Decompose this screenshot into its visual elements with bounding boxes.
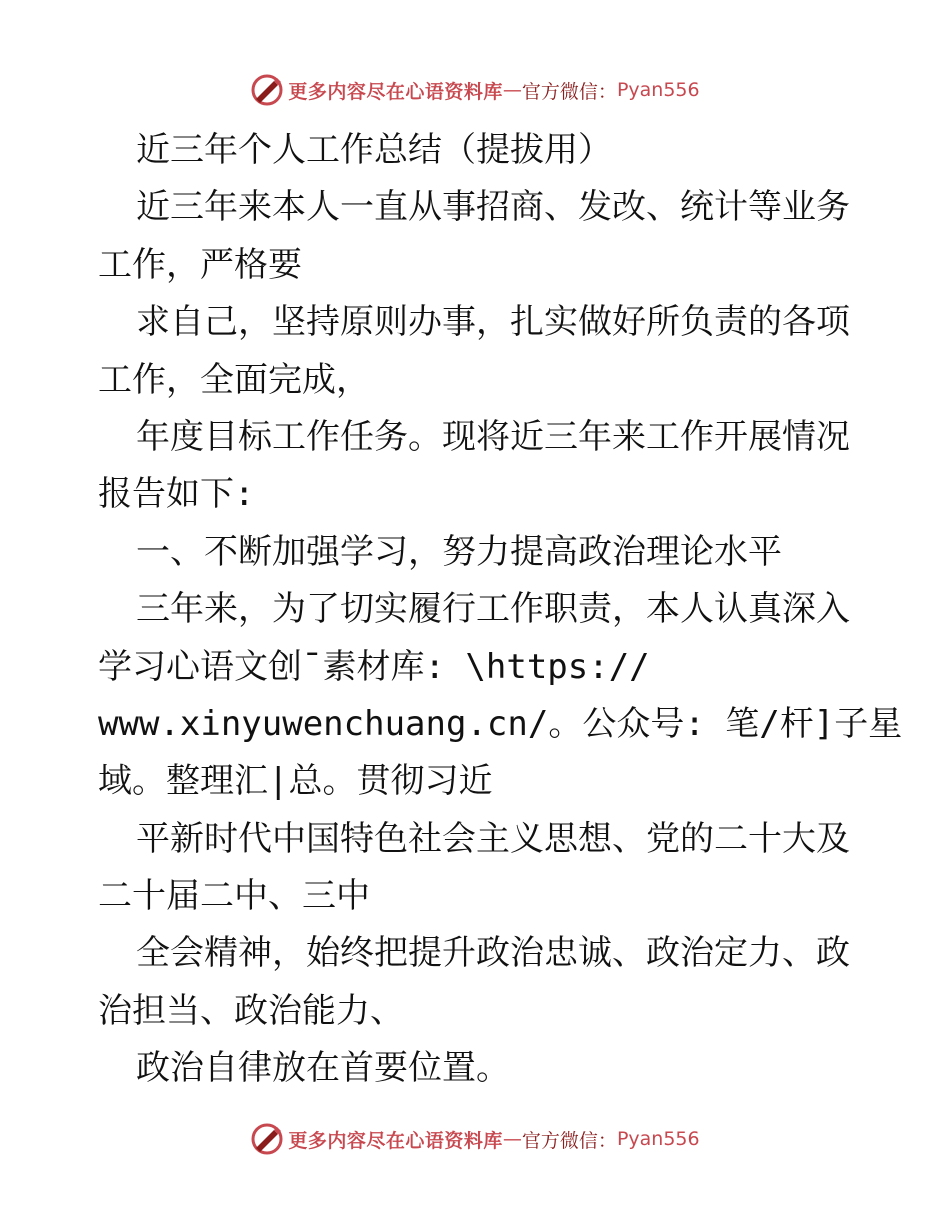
- watermark-account: Pyan556: [616, 1128, 700, 1150]
- footer-watermark: [0, 1119, 950, 1159]
- text-line: 工作，严格要: [98, 244, 302, 285]
- text-line: 近三年个人工作总结（提拔用）: [136, 130, 612, 170]
- watermark-brand: 更多内容尽在心语资料库: [288, 80, 503, 103]
- watermark-separator: —: [502, 79, 522, 101]
- text-line: 求自己，坚持原则办事，扎实做好所负责的各项: [136, 302, 850, 343]
- document-body: [98, 122, 903, 1098]
- text-line: 一、不断加强学习，努力提高政治理论水平: [136, 531, 782, 572]
- watermark-separator: —: [502, 1128, 522, 1150]
- watermark-label: 官方微信：: [521, 1129, 617, 1152]
- text-line: 治担当、政治能力、: [98, 990, 404, 1031]
- header-watermark: [0, 70, 950, 110]
- text-line: 学习心语文创¯素材库: \https://: [98, 646, 650, 687]
- text-line: 平新时代中国特色社会主义思想、党的二十大及: [136, 818, 850, 859]
- text-line: 报告如下:: [98, 474, 255, 515]
- text-line: 政治自律放在首要位置。: [136, 1048, 510, 1089]
- text-line: 年度目标工作任务。现将近三年来工作开展情况: [136, 416, 850, 457]
- text-line: 三年来，为了切实履行工作职责，本人认真深入: [136, 589, 850, 630]
- text-line: 工作，全面完成，: [98, 359, 370, 400]
- watermark-account: Pyan556: [616, 79, 700, 101]
- pen-circle-logo-icon: [250, 73, 284, 107]
- text-line: www.xinyuwenchuang.cn/。公众号: 笔/杆]子星: [98, 703, 903, 744]
- watermark-label: 官方微信：: [521, 80, 617, 103]
- text-line: 全会精神，始终把提升政治忠诚、政治定力、政: [136, 933, 850, 974]
- text-line: 近三年来本人一直从事招商、发改、统计等业务: [136, 187, 850, 228]
- text-line: 域。整理汇|总。贯彻习近: [98, 761, 493, 802]
- text-line: 二十届二中、三中: [98, 876, 370, 917]
- watermark-brand: 更多内容尽在心语资料库: [288, 1129, 503, 1152]
- pen-circle-logo-icon: [250, 1122, 284, 1156]
